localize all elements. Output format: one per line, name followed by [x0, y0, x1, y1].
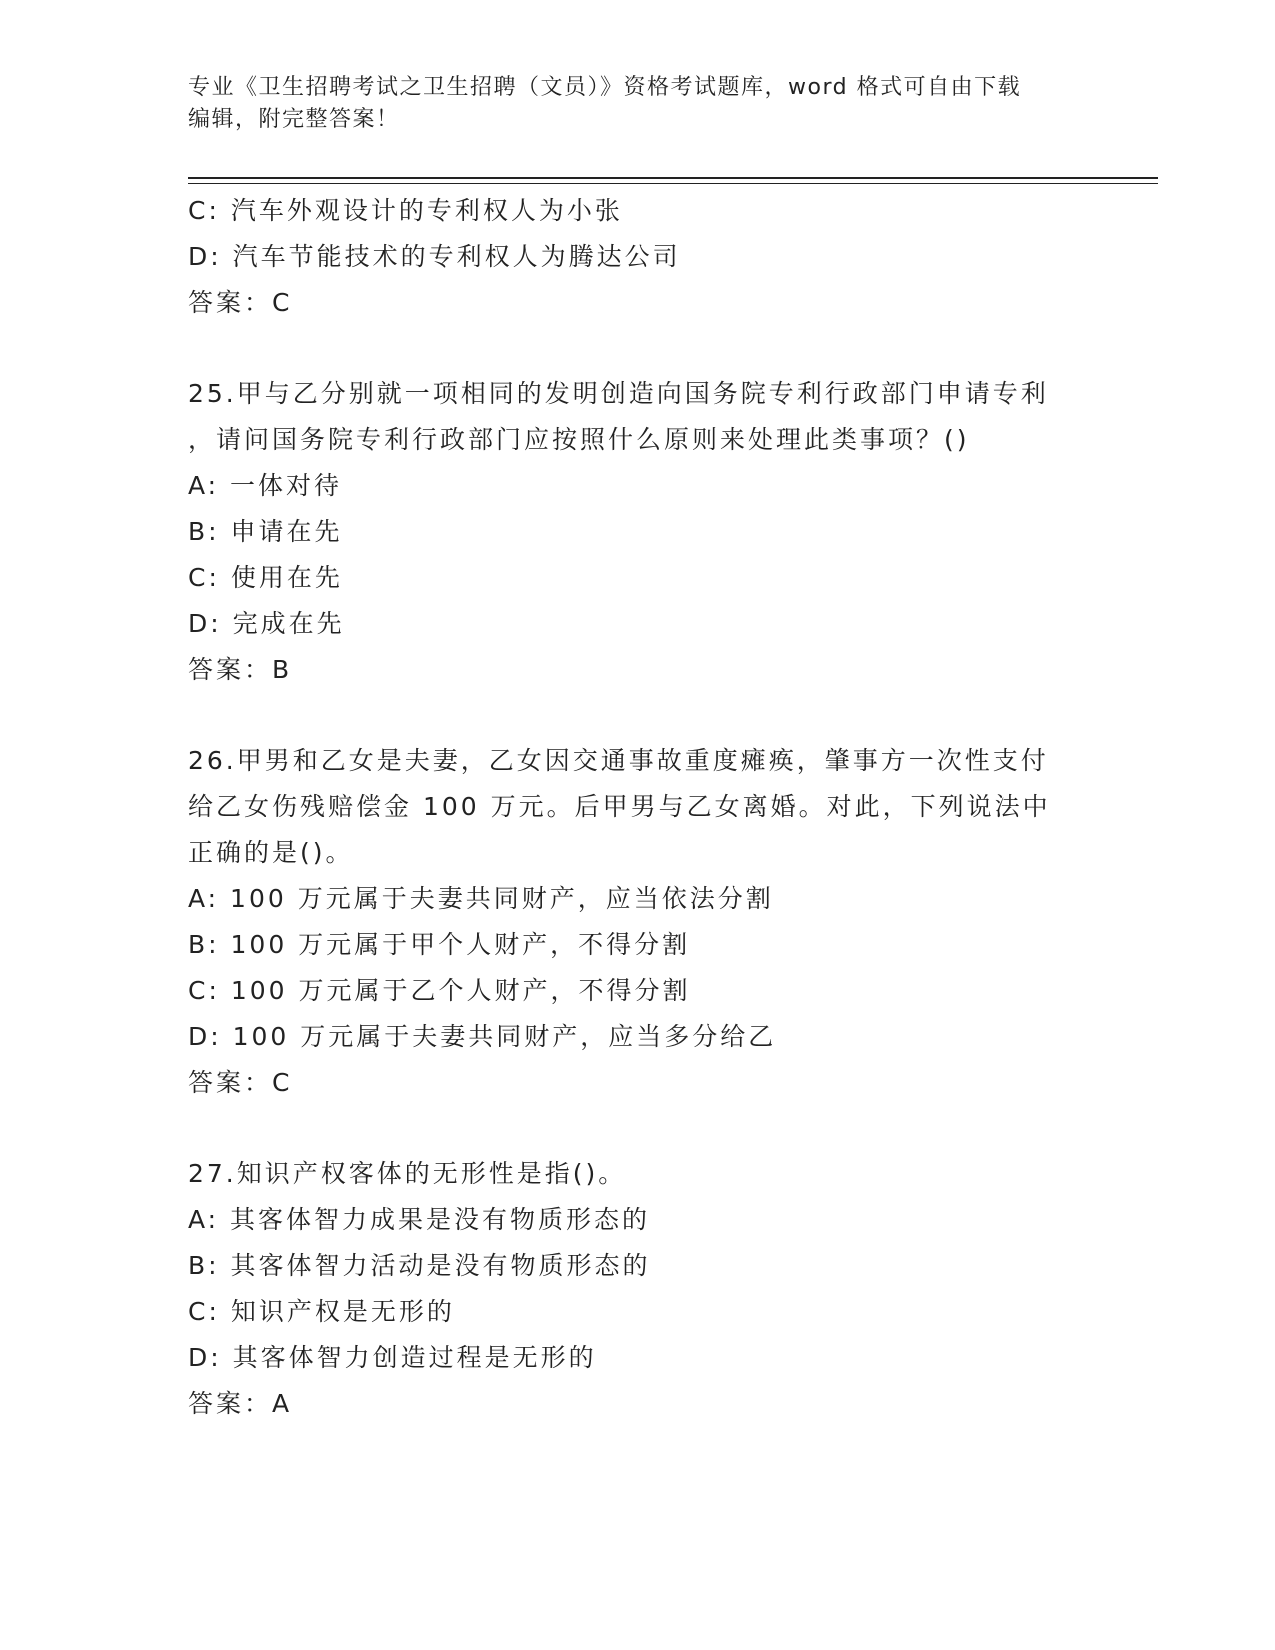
- option-c: C: 汽车外观设计的专利权人为小张: [188, 196, 623, 225]
- header-divider-thick: [188, 177, 1158, 179]
- option-a: A: 其客体智力成果是没有物质形态的: [188, 1205, 651, 1234]
- question-stem: 27.知识产权客体的无形性是指()。: [188, 1159, 627, 1188]
- answer-line: 答案：C: [188, 288, 293, 317]
- question-stem: 26.甲男和乙女是夫妻，乙女因交通事故重度瘫痪，肇事方一次性支付: [188, 746, 1049, 775]
- spacer: [188, 693, 1088, 738]
- header-line-1: 专业《卫生招聘考试之卫生招聘（文员）》资格考试题库，word 格式可自由下载: [188, 75, 1022, 100]
- option-d: D: 100 万元属于夫妻共同财产，应当多分给乙: [188, 1022, 777, 1051]
- option-b: B: 申请在先: [188, 517, 343, 546]
- spacer: [188, 326, 1088, 371]
- header-divider-thin: [188, 183, 1158, 184]
- option-b: B: 100 万元属于甲个人财产，不得分割: [188, 930, 691, 959]
- document-header: [188, 72, 1088, 136]
- option-d: D: 其客体智力创造过程是无形的: [188, 1343, 597, 1372]
- answer-line: 答案：A: [188, 1389, 293, 1418]
- option-c: C: 知识产权是无形的: [188, 1297, 455, 1326]
- question-list: [188, 188, 1088, 1427]
- option-a: A: 100 万元属于夫妻共同财产，应当依法分割: [188, 884, 774, 913]
- option-b: B: 其客体智力活动是没有物质形态的: [188, 1251, 651, 1280]
- question-block-25: [188, 371, 1088, 693]
- question-block-24: [188, 188, 1088, 326]
- option-c: C: 100 万元属于乙个人财产，不得分割: [188, 976, 691, 1005]
- question-stem: 正确的是()。: [188, 838, 354, 867]
- question-stem: 给乙女伤残赔偿金 100 万元。后甲男与乙女离婚。对此，下列说法中: [188, 792, 1051, 821]
- question-block-27: [188, 1151, 1088, 1427]
- spacer: [188, 1106, 1088, 1151]
- question-stem: 25.甲与乙分别就一项相同的发明创造向国务院专利行政部门申请专利: [188, 379, 1049, 408]
- option-c: C: 使用在先: [188, 563, 343, 592]
- answer-line: 答案：C: [188, 1068, 293, 1097]
- header-line-2: 编辑，附完整答案！: [188, 107, 400, 132]
- option-a: A: 一体对待: [188, 471, 343, 500]
- option-d: D: 完成在先: [188, 609, 345, 638]
- question-block-26: [188, 738, 1088, 1106]
- question-stem: ，请问国务院专利行政部门应按照什么原则来处理此类事项？(): [188, 425, 970, 454]
- answer-line: 答案：B: [188, 655, 293, 684]
- option-d: D: 汽车节能技术的专利权人为腾达公司: [188, 242, 681, 271]
